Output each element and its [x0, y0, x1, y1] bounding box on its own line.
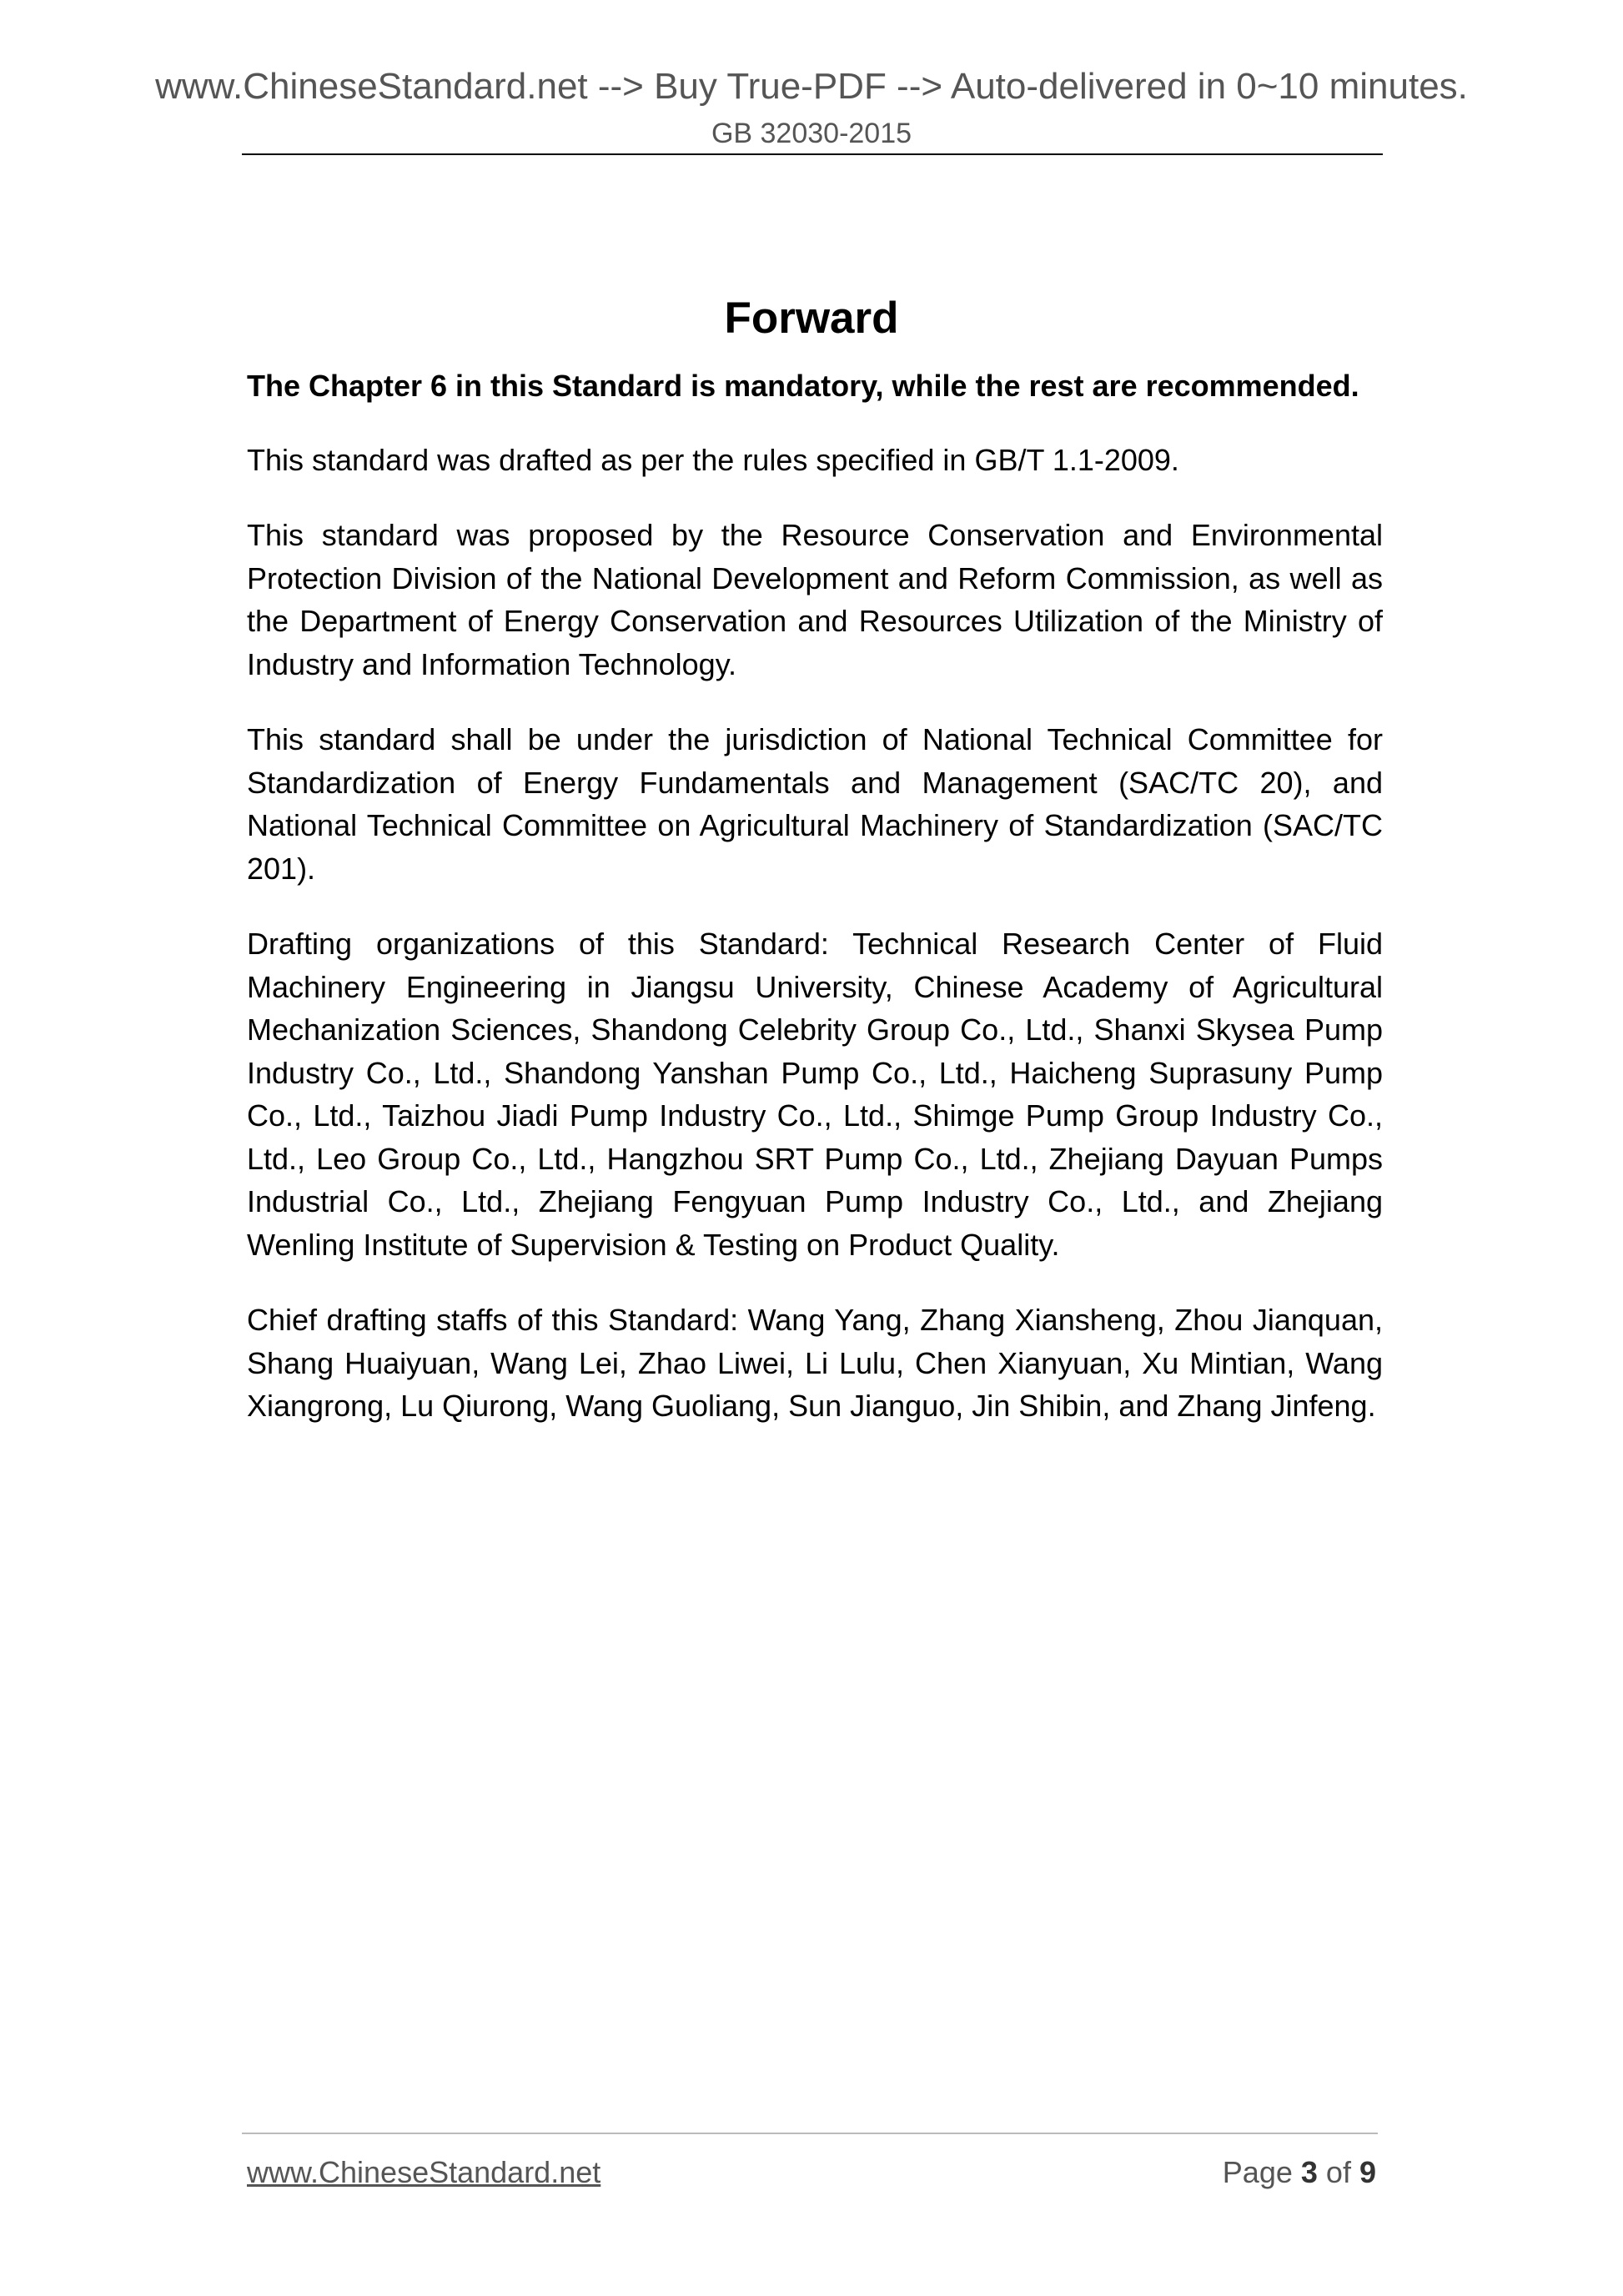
standard-code: GB 32030-2015 [711, 118, 912, 149]
mandatory-statement: The Chapter 6 in this Standard is mandatory, while the rest are recommended. [247, 369, 1359, 403]
header-banner: www.ChineseStandard.net --> Buy True-PDF --> Auto-delivered in 0~10 minutes. [155, 66, 1468, 107]
jurisdiction-paragraph: This standard shall be under the jurisdiction of National Technical Committee for Standardization of Energy Fundamentals and Management (SAC/TC 20), and National Technical Committee on Agricultural Machinery of Standardization (SAC/TC 201). [247, 722, 1383, 886]
page-indicator [1223, 2154, 1376, 2191]
footer-divider [242, 2133, 1378, 2134]
page-title: Forward [724, 293, 899, 343]
header-divider [242, 153, 1383, 155]
page-word: Page [1222, 2155, 1293, 2189]
page-current: 3 [1300, 2155, 1318, 2189]
document-body [247, 364, 1383, 1460]
page-of-word: of [1325, 2155, 1351, 2189]
footer-site-link[interactable]: www.ChineseStandard.net [247, 2155, 601, 2189]
drafting-organizations-paragraph: Drafting organizations of this Standard: Technical Research Center of Fluid Machinery Engineering in Jiangsu University, Chinese Academy of Agricultural Mechanization Sciences, Shandong Celebrity Group Co., Ltd., Shanxi Skysea Pump Industry Co., Ltd., Shandong Yanshan Pump Co., Ltd., Haicheng Suprasuny Pump Co., Ltd., Taizhou Jiadi Pump Industry Co., Ltd., Shimge Pump Group Industry Co., Ltd., Leo Group Co., Ltd., Hangzhou SRT Pump Co., Ltd., Zhejiang Dayuan Pumps Industrial Co., Ltd., Zhejiang Fengyuan Pump Industry Co., Ltd., and Zhejiang Wenling Institute of Supervision & Testing on Product Quality. [247, 927, 1383, 1262]
proposer-paragraph: This standard was proposed by the Resource Conservation and Environmental Protection Division of the National Development and Reform Commission, as well as the Department of Energy Conservation and Resources Utilization of the Ministry of Industry and Information Technology. [247, 518, 1383, 681]
page-total: 9 [1359, 2155, 1376, 2189]
drafting-staff-paragraph: Chief drafting staffs of this Standard: Wang Yang, Zhang Xiansheng, Zhou Jianquan, Shang Huaiyuan, Wang Lei, Zhao Liwei, Li Lulu, Chen Xianyuan, Xu Mintian, Wang Xiangrong, Lu Qiurong, Wang Guoliang, Sun Jianguo, Jin Shibin, and Zhang Jinfeng. [247, 1303, 1383, 1423]
drafting-rules-paragraph: This standard was drafted as per the rules specified in GB/T 1.1-2009. [247, 442, 1179, 477]
